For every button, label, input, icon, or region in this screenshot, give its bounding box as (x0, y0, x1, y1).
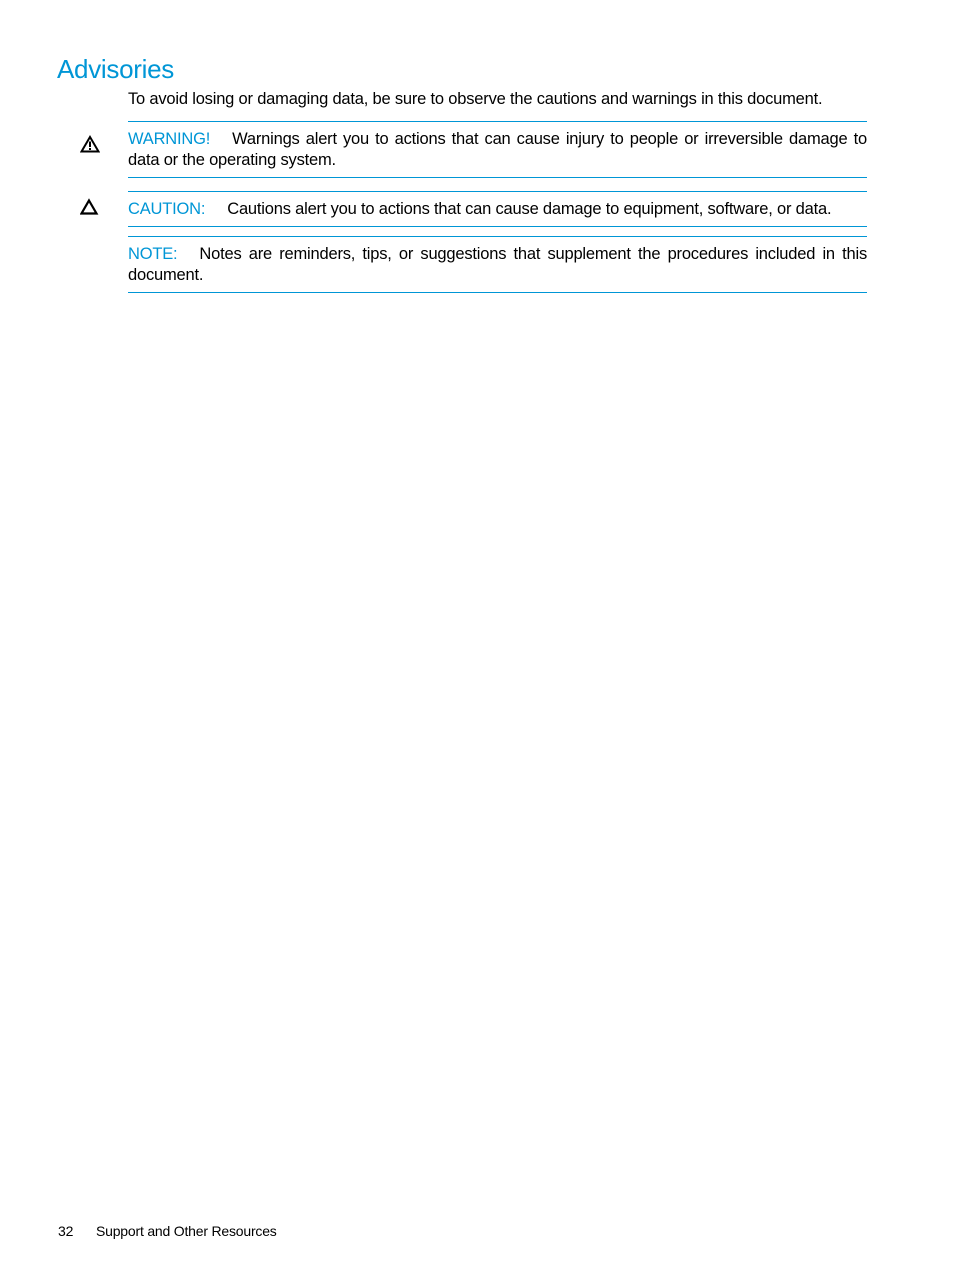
section-heading: Advisories (57, 54, 174, 84)
caution-label: CAUTION: (128, 200, 206, 218)
note-admonition (128, 236, 867, 293)
footer-section-title: Support and Other Resources (96, 1223, 277, 1239)
warning-text: Warnings alert you to actions that can cause injury to people or irreversible damage to data or the operating system. (128, 130, 867, 169)
caution-triangle-icon (80, 198, 100, 216)
warning-triangle-icon (80, 135, 100, 153)
caution-admonition (128, 191, 867, 227)
caution-text: Cautions alert you to actions that can cause damage to equipment, software, or data. (227, 200, 832, 218)
page-footer (58, 1222, 277, 1240)
note-text: Notes are reminders, tips, or suggestions that supplement the procedures included in this document. (128, 245, 867, 284)
note-label: NOTE: (128, 245, 178, 263)
warning-admonition (128, 121, 867, 178)
page-number: 32 (58, 1223, 74, 1239)
warning-label: WARNING! (128, 130, 211, 148)
intro-paragraph: To avoid losing or damaging data, be sure to observe the cautions and warnings in this document. (128, 90, 823, 108)
